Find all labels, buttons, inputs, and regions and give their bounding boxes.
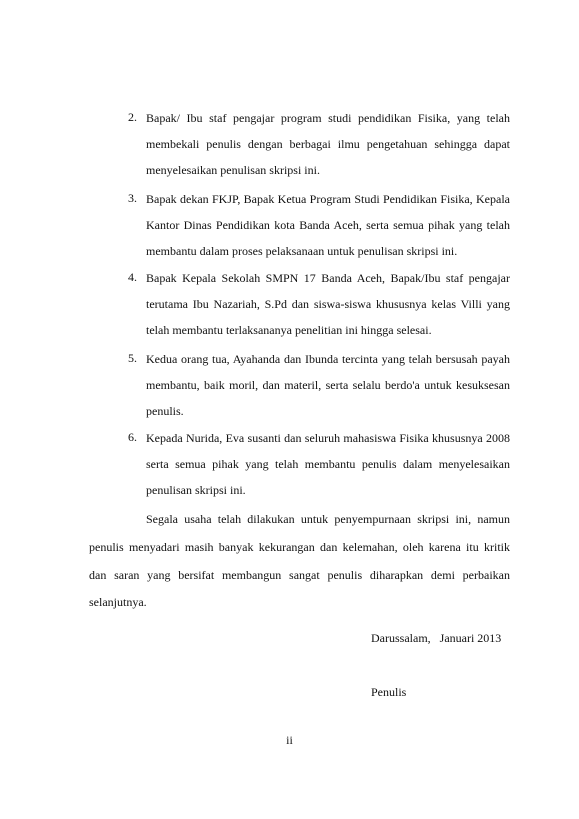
list-item-line: membantu, baik moril, dan materil, serta selalu berdo'a untuk kesuksesan bbox=[146, 378, 510, 392]
page-number: ii bbox=[286, 733, 293, 747]
paragraph-line: selanjutnya. bbox=[89, 595, 147, 609]
paragraph-line: Segala usaha telah dilakukan untuk penyempurnaan skripsi ini, namun bbox=[146, 512, 510, 526]
list-item-number: 2. bbox=[128, 110, 137, 124]
list-item-number: 4. bbox=[128, 270, 137, 284]
list-item-number: 6. bbox=[128, 430, 137, 444]
list-item-line: Kantor Dinas Pendidikan kota Banda Aceh, serta semua pihak yang telah bbox=[146, 218, 510, 232]
list-item-line: membekali penulis dengan berbagai ilmu pengetahuan sehingga dapat bbox=[146, 137, 510, 151]
list-item-number: 3. bbox=[128, 191, 137, 205]
paragraph-line: penulis menyadari masih banyak kekurangan dan kelemahan, oleh karena itu kritik bbox=[89, 540, 510, 554]
list-item-line: Kedua orang tua, Ayahanda dan Ibunda tercinta yang telah bersusah payah bbox=[146, 352, 510, 366]
list-item-line: Bapak Kepala Sekolah SMPN 17 Banda Aceh, Bapak/Ibu staf pengajar bbox=[146, 271, 510, 285]
list-item-line: Bapak dekan FKJP, Bapak Ketua Program Studi Pendidikan Fisika, Kepala bbox=[146, 192, 510, 206]
list-item-line: telah membantu terlaksananya penelitian ini hingga selesai. bbox=[146, 323, 432, 337]
list-item-line: penulisan skripsi ini. bbox=[146, 483, 246, 497]
list-item-line: penulis. bbox=[146, 404, 184, 418]
list-item-line: Bapak/ Ibu staf pengajar program studi pendidikan Fisika, yang telah bbox=[146, 111, 510, 125]
signature-author: Penulis bbox=[371, 685, 407, 699]
list-item-number: 5. bbox=[128, 351, 137, 365]
list-item-line: membantu dalam proses pelaksanaan untuk penulisan skripsi ini. bbox=[146, 244, 458, 258]
list-item-line: serta semua pihak yang telah membantu penulis dalam menyelesaikan bbox=[146, 457, 510, 471]
list-item-line: menyelesaikan penulisan skripsi ini. bbox=[146, 163, 320, 177]
list-item-line: Kepada Nurida, Eva susanti dan seluruh mahasiswa Fisika khususnya 2008 bbox=[146, 431, 510, 445]
list-item-line: terutama Ibu Nazariah, S.Pd dan siswa-siswa khususnya kelas Villi yang bbox=[146, 297, 510, 311]
paragraph-line: dan saran yang bersifat membangun sangat penulis diharapkan demi perbaikan bbox=[89, 568, 510, 582]
signature-place-date: Darussalam, Januari 2013 bbox=[371, 631, 502, 645]
